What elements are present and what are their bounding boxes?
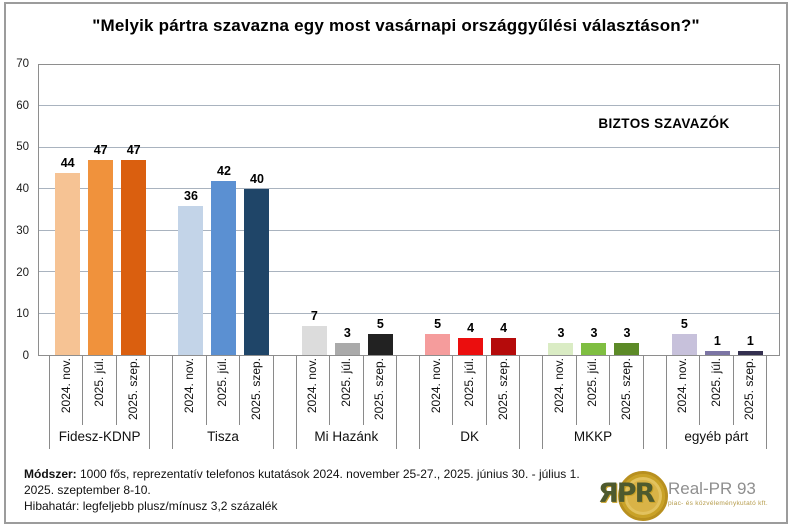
date-labels-group-MKKP	[531, 355, 654, 425]
bar-group-MKKP	[532, 65, 655, 355]
date-label: 2024. nov.	[305, 358, 320, 414]
date-label: 2024. nov.	[552, 358, 567, 414]
real-pr-93-tagline: piac- és közvéleménykutató kft.	[668, 500, 768, 507]
date-label: 2025. júl.	[462, 358, 477, 407]
certain-voters-annotation: BIZTOS SZAVAZÓK	[598, 116, 730, 131]
date-label-cell	[330, 355, 363, 425]
bar-value-label: 47	[126, 143, 141, 158]
bar-Mi Hazánk-2025. szep.	[368, 317, 393, 355]
bar-value-label: 7	[310, 309, 318, 323]
bar-group-DK	[409, 65, 532, 355]
date-label-cell	[700, 355, 733, 425]
date-labels-group-egyéb párt	[655, 355, 778, 425]
date-labels-inner	[666, 355, 767, 425]
party-label-group	[38, 425, 161, 449]
party-label-group	[408, 425, 531, 449]
date-labels-inner	[49, 355, 150, 425]
date-label-cell	[364, 355, 396, 425]
date-label-cell	[453, 355, 486, 425]
date-label: 2025. szep.	[742, 358, 757, 421]
date-label: 2024. nov.	[675, 358, 690, 414]
date-label-cell	[207, 355, 240, 425]
party-label-group	[531, 425, 654, 449]
date-label-cell	[117, 355, 149, 425]
bar-DK-2025. szep.	[491, 321, 516, 355]
date-label: 2024. nov.	[58, 358, 73, 414]
methodology-footer	[24, 466, 614, 514]
x-axis-party-labels	[38, 425, 778, 449]
y-tick-label-20: 20	[16, 266, 29, 279]
bar-Fidesz-KDNP-2024. nov.	[55, 155, 80, 355]
real-pr-93-text	[668, 479, 768, 507]
plot-area	[38, 64, 780, 356]
party-label-group	[655, 425, 778, 449]
party-label-Fidesz-KDNP: Fidesz-KDNP	[49, 425, 150, 449]
date-label-cell	[577, 355, 610, 425]
date-label: 2025. júl.	[215, 358, 230, 407]
bar-value-label: 5	[680, 317, 688, 332]
date-label: 2024. nov.	[182, 358, 197, 414]
party-label-egyéb párt: egyéb párt	[666, 425, 767, 449]
date-label-cell	[240, 355, 272, 425]
date-labels-inner	[296, 355, 397, 425]
date-label: 2025. szep.	[248, 358, 263, 421]
y-tick-label-0: 0	[22, 350, 29, 362]
date-label: 2025. szep.	[125, 358, 140, 421]
date-labels-group-DK	[408, 355, 531, 425]
date-labels-inner	[542, 355, 643, 425]
bar-value-label: 4	[500, 321, 508, 336]
y-tick-label-10: 10	[16, 308, 29, 321]
date-label-cell	[610, 355, 642, 425]
bar-DK-2025. júl.	[458, 321, 483, 355]
bar-MKKP-2025. júl.	[581, 325, 606, 355]
date-label: 2025. szep.	[372, 358, 387, 421]
bar-value-label: 3	[590, 325, 598, 340]
bar-Tisza-2024. nov.	[178, 188, 203, 355]
bar-Mi Hazánk-2024. nov.	[302, 309, 327, 355]
methodology-label: Módszer:	[24, 467, 77, 481]
bar-value-label: 44	[60, 155, 75, 170]
bar-Fidesz-KDNP-2025. szep.	[121, 143, 146, 355]
party-label-DK: DK	[419, 425, 520, 449]
bars-layer	[39, 65, 779, 355]
date-label: 2025. szep.	[618, 358, 633, 421]
bar-value-label: 4	[467, 321, 475, 336]
bar-Mi Hazánk-2025. júl.	[335, 325, 360, 355]
bar-value-label: 3	[623, 325, 631, 340]
date-label: 2025. júl.	[708, 358, 723, 407]
date-label-cell	[734, 355, 766, 425]
date-label: 2025. júl.	[92, 358, 107, 407]
date-label-cell	[50, 355, 83, 425]
bar-MKKP-2025. szep.	[614, 325, 639, 355]
bar-Tisza-2025. júl.	[211, 164, 236, 355]
methodology-line-1	[24, 466, 614, 482]
methodology-text: 1000 fős, reprezentatív telefonos kutatások 2024. november 25-27., 2025. június 30. - július 1.	[76, 467, 580, 481]
date-labels-group-Fidesz-KDNP	[38, 355, 161, 425]
date-label-cell	[297, 355, 330, 425]
y-tick-label-40: 40	[16, 183, 29, 196]
real-pr-93-name: Real-PR 93	[668, 479, 756, 498]
bar-Fidesz-KDNP-2025. júl.	[88, 143, 113, 355]
y-tick-label-50: 50	[16, 141, 29, 154]
bar-group-egyéb párt	[656, 65, 779, 355]
date-labels-group-Tisza	[161, 355, 284, 425]
methodology-line-2: 2025. szeptember 8-10.	[24, 483, 151, 497]
date-label: 2025. júl.	[338, 358, 353, 407]
error-margin-line: Hibahatár: legfeljebb plusz/mínusz 3,2 százalék	[24, 499, 278, 513]
party-label-Mi Hazánk: Mi Hazánk	[296, 425, 397, 449]
party-label-group	[285, 425, 408, 449]
bar-value-label: 3	[343, 325, 351, 340]
chart-title: "Melyik pártra szavazna egy most vasárnapi országgyűlési választáson?"	[92, 16, 700, 35]
y-tick-label-60: 60	[16, 99, 29, 112]
bar-value-label: 42	[217, 164, 231, 178]
date-label: 2025. szep.	[495, 358, 510, 421]
poll-chart-frame	[4, 2, 788, 524]
bar-Tisza-2025. szep.	[244, 172, 269, 355]
date-label-cell	[487, 355, 519, 425]
y-tick-label-70: 70	[16, 58, 29, 70]
bar-group-Tisza	[162, 65, 285, 355]
x-axis-date-labels	[38, 355, 778, 425]
date-label: 2025. júl.	[585, 358, 600, 407]
bar-value-label: 5	[434, 317, 442, 332]
bar-value-label: 3	[557, 325, 565, 340]
bar-value-label: 1	[746, 333, 754, 348]
bar-value-label: 5	[376, 317, 384, 332]
bar-group-Mi Hazánk	[286, 65, 409, 355]
party-label-MKKP: MKKP	[542, 425, 643, 449]
real-pr-93-logo	[598, 470, 772, 520]
party-label-group	[161, 425, 284, 449]
bar-value-label: 1	[713, 333, 721, 348]
y-axis-labels	[6, 58, 34, 362]
date-label-cell	[420, 355, 453, 425]
date-label-cell	[667, 355, 700, 425]
date-label: 2024. nov.	[428, 358, 443, 414]
date-labels-inner	[172, 355, 273, 425]
date-labels-inner	[419, 355, 520, 425]
date-label-cell	[543, 355, 576, 425]
real-pr-93-monogram: ЯPR	[598, 478, 654, 509]
date-label-cell	[173, 355, 206, 425]
bar-DK-2024. nov.	[425, 317, 450, 355]
bar-value-label: 40	[250, 172, 264, 187]
bar-value-label: 36	[184, 188, 198, 203]
bar-group-Fidesz-KDNP	[39, 65, 162, 355]
bar-MKKP-2024. nov.	[548, 325, 573, 355]
bar-egyéb párt-2024. nov.	[672, 317, 697, 355]
y-tick-label-30: 30	[16, 224, 29, 237]
bar-value-label: 47	[93, 143, 108, 158]
date-labels-group-Mi Hazánk	[285, 355, 408, 425]
party-label-Tisza: Tisza	[172, 425, 273, 449]
date-label-cell	[83, 355, 116, 425]
